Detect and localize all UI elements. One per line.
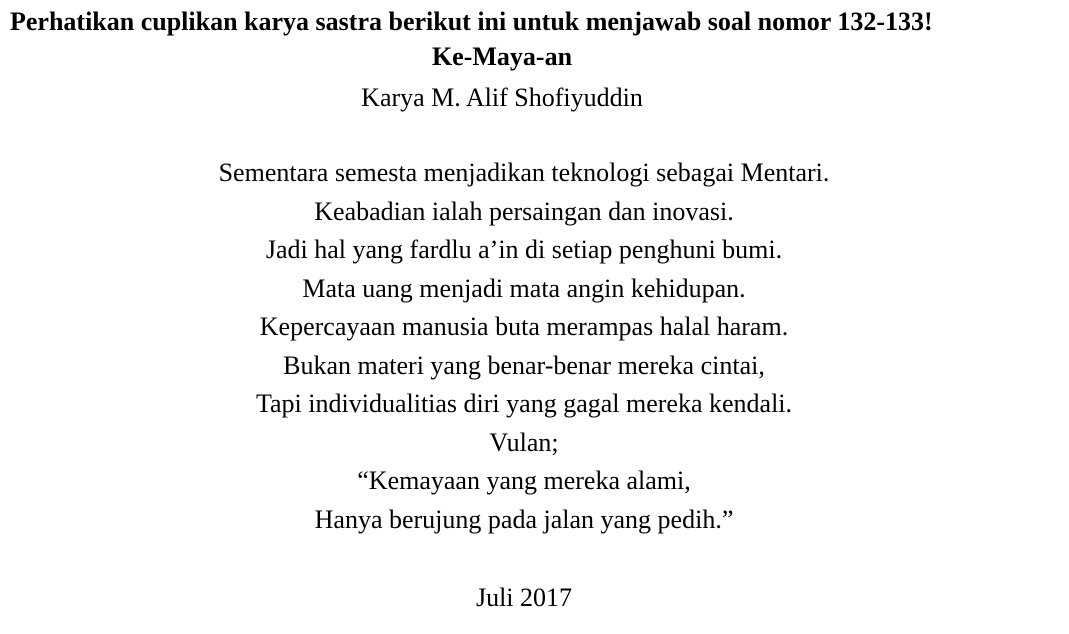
poem-line: Tapi individualitias diri yang gagal mereka kendali. bbox=[255, 389, 793, 418]
poem-line: “Kemayaan yang mereka alami, bbox=[357, 466, 691, 495]
poem-line: Jadi hal yang fardlu a’in di setiap penghuni bumi. bbox=[265, 235, 783, 264]
poem-line: Mata uang menjadi mata angin kehidupan. bbox=[302, 273, 746, 303]
poem-title: Ke-Maya-an bbox=[431, 42, 573, 71]
poem-body bbox=[0, 160, 1048, 545]
poem-line: Hanya berujung pada jalan yang pedih.” bbox=[314, 504, 734, 534]
poem-line: Keabadian ialah persaingan dan inovasi. bbox=[314, 196, 734, 226]
poem-author: Karya M. Alif Shofiyuddin bbox=[361, 83, 643, 112]
instruction-heading: Perhatikan cuplikan karya sastra berikut ini untuk menjawab soal nomor 132-133! bbox=[10, 7, 933, 36]
poem-line: Kepercayaan manusia buta merampas halal haram. bbox=[259, 312, 789, 341]
poem-line: Bukan materi yang benar-benar mereka cintai, bbox=[283, 350, 765, 380]
poem-line: Vulan; bbox=[489, 427, 559, 457]
poem-date: Juli 2017 bbox=[475, 583, 573, 612]
poem-line: Sementara semesta menjadikan teknologi sebagai Mentari. bbox=[218, 158, 830, 187]
